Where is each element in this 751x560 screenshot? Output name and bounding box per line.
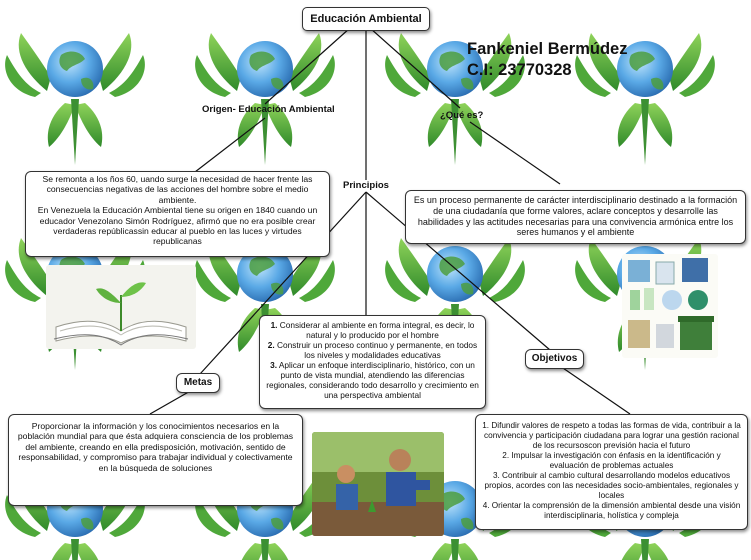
objectives-box xyxy=(475,414,748,530)
objective-item: 3. Contribuir al cambio cultural desarrollando modelos educativos propios, acordes con las necesidades socio-ambientales, regionales y locales xyxy=(484,471,739,500)
goals-box xyxy=(8,414,303,506)
objectives-label-box xyxy=(525,349,584,369)
origin-box xyxy=(25,171,330,257)
definition-text: Es un proceso permanente de carácter interdisciplinario destinado a la formación de una ciudadanía que forme valores, aclare conceptos y desarrolle las habilidades y las actitudes necesarias para una convivencia armónica entre los seres humanos y el ambiente xyxy=(413,195,738,238)
goals-label-box xyxy=(176,373,220,393)
recycling-image xyxy=(622,254,718,358)
goals-label: Metas xyxy=(183,377,213,388)
map-title: Educación Ambiental xyxy=(310,13,422,25)
principle-item: 3. Aplicar un enfoque interdisciplinario, histórico, con un punto de vista mundial, atendiendo las diferencias regionales, considerando todo desarrollo y crecimiento en una perspectiva ambiental xyxy=(266,360,479,400)
origin-text-2: En Venezuela la Educación Ambiental tiene su origen en 1840 cuando un educador Venezolano Simón Rodríguez, afirmó que no era posible crear verdaderas repúblicassin educar al pueblo en las luces y virtudes republicanas xyxy=(37,205,318,247)
origin-text-1: Se remonta a los ños 60, uando surge la necesidad de hacer frente las consecuencias negativas de las acciones del hombre sobre el medio ambiente. xyxy=(42,174,313,205)
principle-item: 1. Considerar al ambiente en forma integral, es decir, lo natural y lo producido por el hombre xyxy=(270,320,475,340)
author-id: C.I: 23770328 xyxy=(467,61,572,79)
objectives-list xyxy=(476,415,747,521)
title-box xyxy=(302,7,430,31)
definition-box xyxy=(405,190,746,244)
objectives-label: Objetivos xyxy=(531,353,578,364)
principles-label: Principios xyxy=(343,180,389,191)
objective-item: 4. Orientar la comprensión de la dimensión ambiental desde una visión interdisciplinaria, holística y compleja xyxy=(482,501,741,520)
book-sprout-image xyxy=(46,265,196,349)
objective-item: 2. Impulsar la investigación con énfasis en la identificación y evaluación de problemas actuales xyxy=(502,451,721,470)
principles-list xyxy=(260,316,485,400)
author-block xyxy=(467,39,627,81)
children-planting-image xyxy=(312,432,444,536)
what-label: ¿Qué es? xyxy=(440,110,484,121)
origin-label: Origen- Educación Ambiental xyxy=(202,104,335,115)
objective-item: 1. Difundir valores de respeto a todas las formas de vida, contribuir a la convivencia y participación ciudadana para lograr una gestión racional de los recursoscon previsión hacia el futuro xyxy=(482,421,741,450)
goals-text: Proporcionar la información y los conocimientos necesarios en la población mundial para que ésta adquiera consciencia de los problemas del ambiente, creando en ella predisposición, motivación, sentido de responsabilidad, y compromiso para trabajar individual y colectivamente en la búsqueda de soluciones xyxy=(17,421,294,473)
author-name: Fankeniel Bermúdez xyxy=(467,40,628,58)
principle-item: 2. Construir un proceso continuo y permanente, en todos los niveles y modalidades educativas xyxy=(267,340,478,360)
principles-box xyxy=(259,315,486,409)
